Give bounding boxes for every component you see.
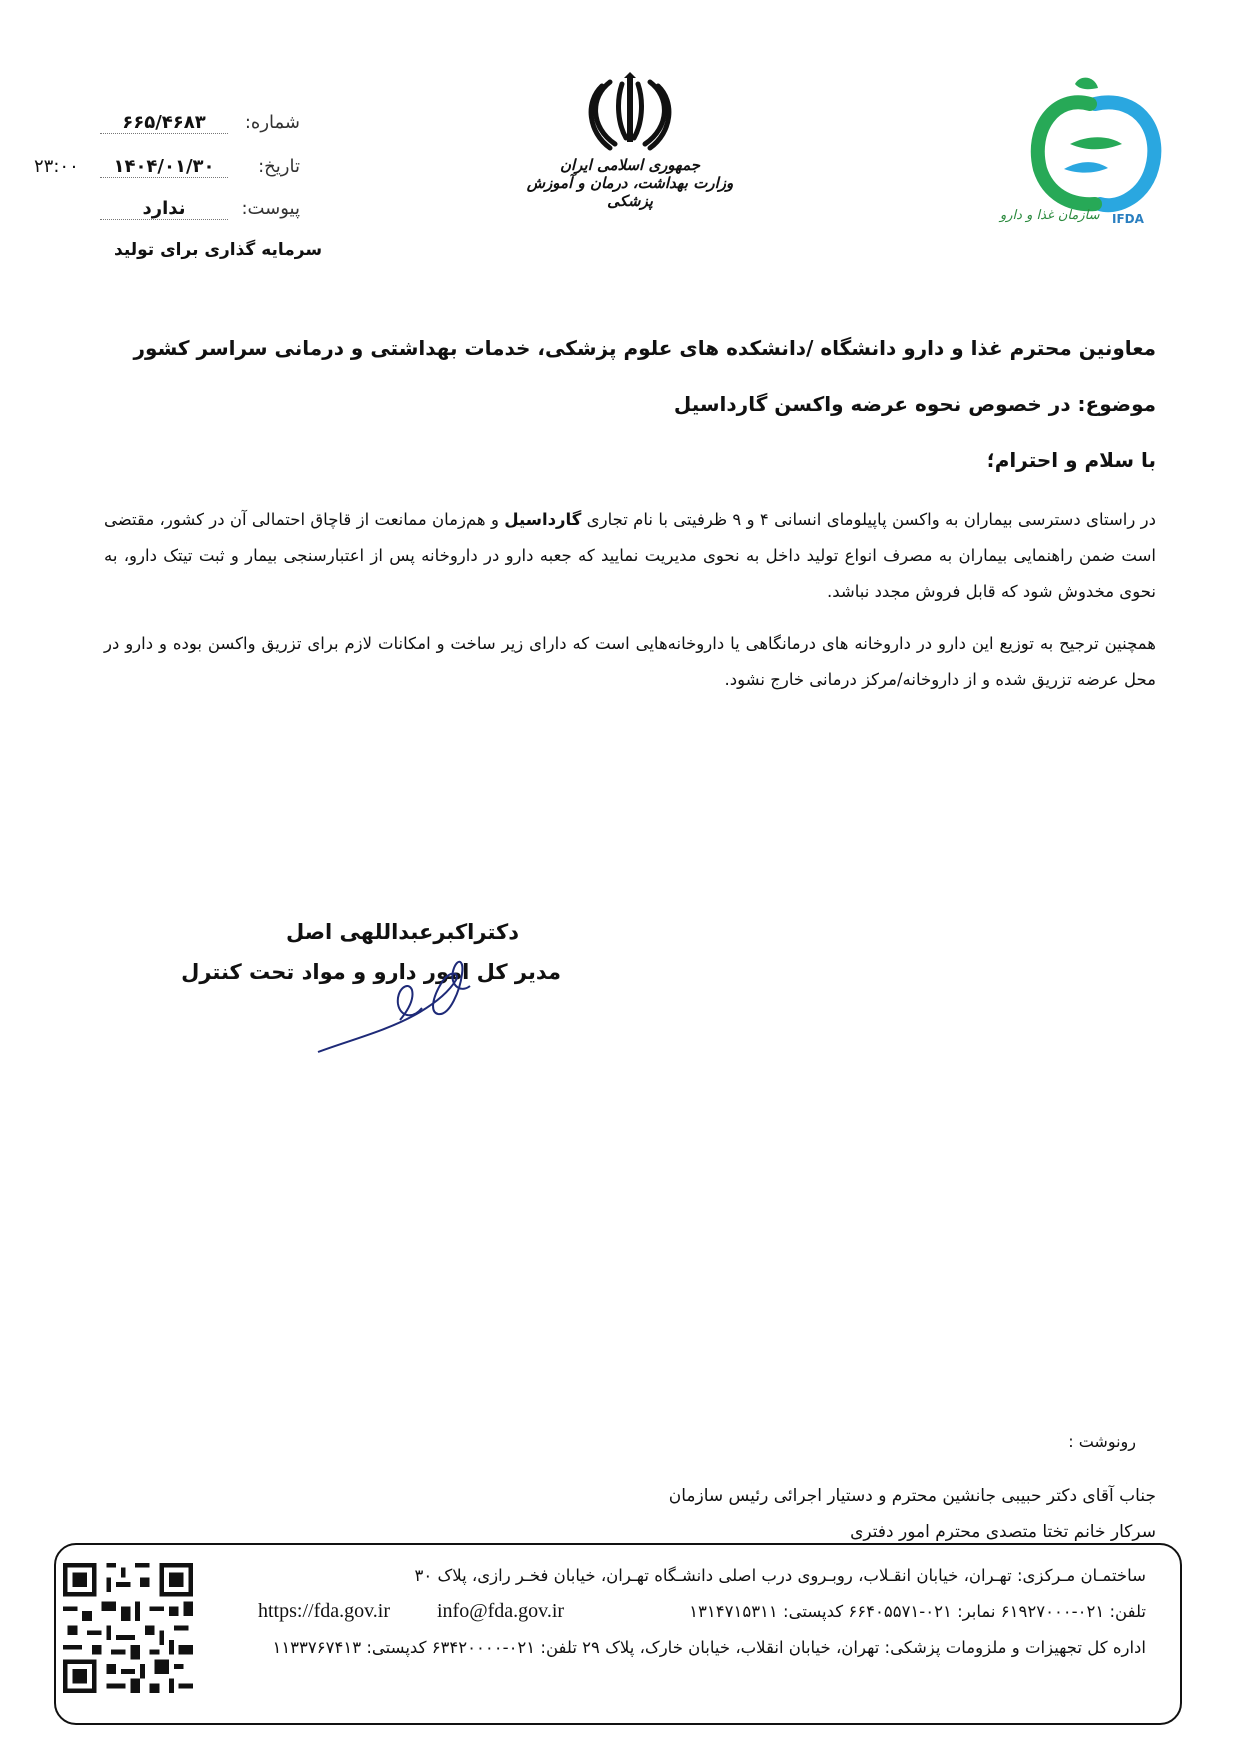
- paragraph-1-part-b: و هم‌زمان ممانعت از قاچاق احتمالی آن در کشور، مقتضی است ضمن راهنمایی بیماران به مصرف انواع تولید داخل به نحوی مدیریت نمایید که جعبه دارو در داروخانه پس از اعتبارسنجی بیمار و ثبت تیتک دارو، به نحوی مخدوش شود که قابل فروش مجدد نباشد.: [104, 510, 1156, 601]
- footer-website-link[interactable]: https://fda.gov.ir: [258, 1600, 391, 1622]
- cc-item: جناب آقای دکتر حبیبی جانشین محترم و دستیار اجرائی رئیس سازمان: [668, 1486, 1156, 1506]
- qr-code-icon: [58, 1558, 198, 1698]
- recipient-line: معاونین محترم غذا و دارو دانشگاه /دانشکده های علوم پزشکی، خدمات بهداشتی و درمانی سراسر کشور: [133, 336, 1156, 360]
- signatory-title: مدیر کل امور دارو و مواد تحت کنترل: [181, 960, 561, 984]
- number-value: ۶۶۵/۴۶۸۳: [100, 112, 228, 134]
- subject-line: موضوع: در خصوص نحوه عرضه واکسن گارداسیل: [673, 392, 1156, 416]
- footer-address-equipment: اداره کل تجهیزات و ملزومات پزشکی: تهران، خیابان انقلاب، خیابان خارک، پلاک ۲۹ تلفن: ۰۲۱-۶۳۴۲۰۰۰۰ کدپستی: ۱۱۳۳۷۶۷۴۱۳: [272, 1638, 1146, 1657]
- iran-emblem-icon: [580, 72, 680, 152]
- footer-contact-hq: تلفن: ۰۲۱-۶۱۹۲۷۰۰۰ نمابر: ۰۲۱-۶۶۴۰۵۵۷۱ کدپستی: ۱۳۱۴۷۱۵۳۱۱: [689, 1602, 1146, 1621]
- date-value: ۱۴۰۴/۰۱/۳۰: [100, 156, 228, 178]
- ifda-persian-name: سازمان غذا و دارو: [1000, 208, 1100, 223]
- handwritten-signature: [310, 950, 500, 1060]
- emblem-republic-text: جمهوری اسلامی ایران: [559, 156, 701, 174]
- paragraph-1-part-a: در راستای دسترسی بیماران به واکسن پاپیلومای انسانی ۴ و ۹ ظرفیتی با نام تجاری: [581, 510, 1156, 529]
- date-label: تاریخ:: [258, 156, 300, 177]
- ifda-logo: [1000, 74, 1170, 234]
- time-value: ۲۳:۰۰: [34, 156, 79, 177]
- paragraph-1: [104, 502, 1156, 610]
- number-label: شماره:: [244, 112, 300, 133]
- letter-attachment-row: [40, 198, 300, 224]
- paragraph-2: همچنین ترجیح به توزیع این دارو در داروخانه های درمانگاهی یا داروخانه‌هایی است که دارای زیر ساخت و امکانات لازم برای تزریق واکسن بوده و دارو در محل عرضه تزریق شده و از داروخانه/مرکز درمانی خارج نشود.: [104, 634, 1156, 689]
- attachment-label: پیوست:: [241, 198, 300, 219]
- footer-email-link[interactable]: info@fda.gov.ir: [437, 1600, 565, 1622]
- attachment-value: ندارد: [100, 198, 228, 220]
- letter-date-row: [34, 156, 300, 182]
- letter-number-row: [40, 112, 300, 138]
- slogan: سرمایه گذاری برای تولید: [114, 240, 323, 260]
- greeting-line: با سلام و احترام؛: [986, 448, 1156, 472]
- iran-emblem-block: [520, 72, 740, 210]
- footer-address-hq: ساختمـان مـرکزی: تهـران، خیابان انقـلاب، روبـروی درب اصلی دانشـگاه تهـران، خیابان فخـر رازی، پلاک ۳۰: [414, 1566, 1146, 1585]
- cc-item: سرکار خانم تختا متصدی محترم امور دفتری: [850, 1522, 1156, 1542]
- cc-label: رونوشت :: [1068, 1432, 1136, 1451]
- emblem-ministry-text: وزارت بهداشت، درمان و آموزش پزشکی: [526, 174, 734, 210]
- brand-name: گارداسیل: [504, 510, 582, 529]
- signatory-name: دکتراکبرعبداللهی اصل: [285, 920, 519, 944]
- ifda-latin-name: IFDA: [1112, 212, 1144, 226]
